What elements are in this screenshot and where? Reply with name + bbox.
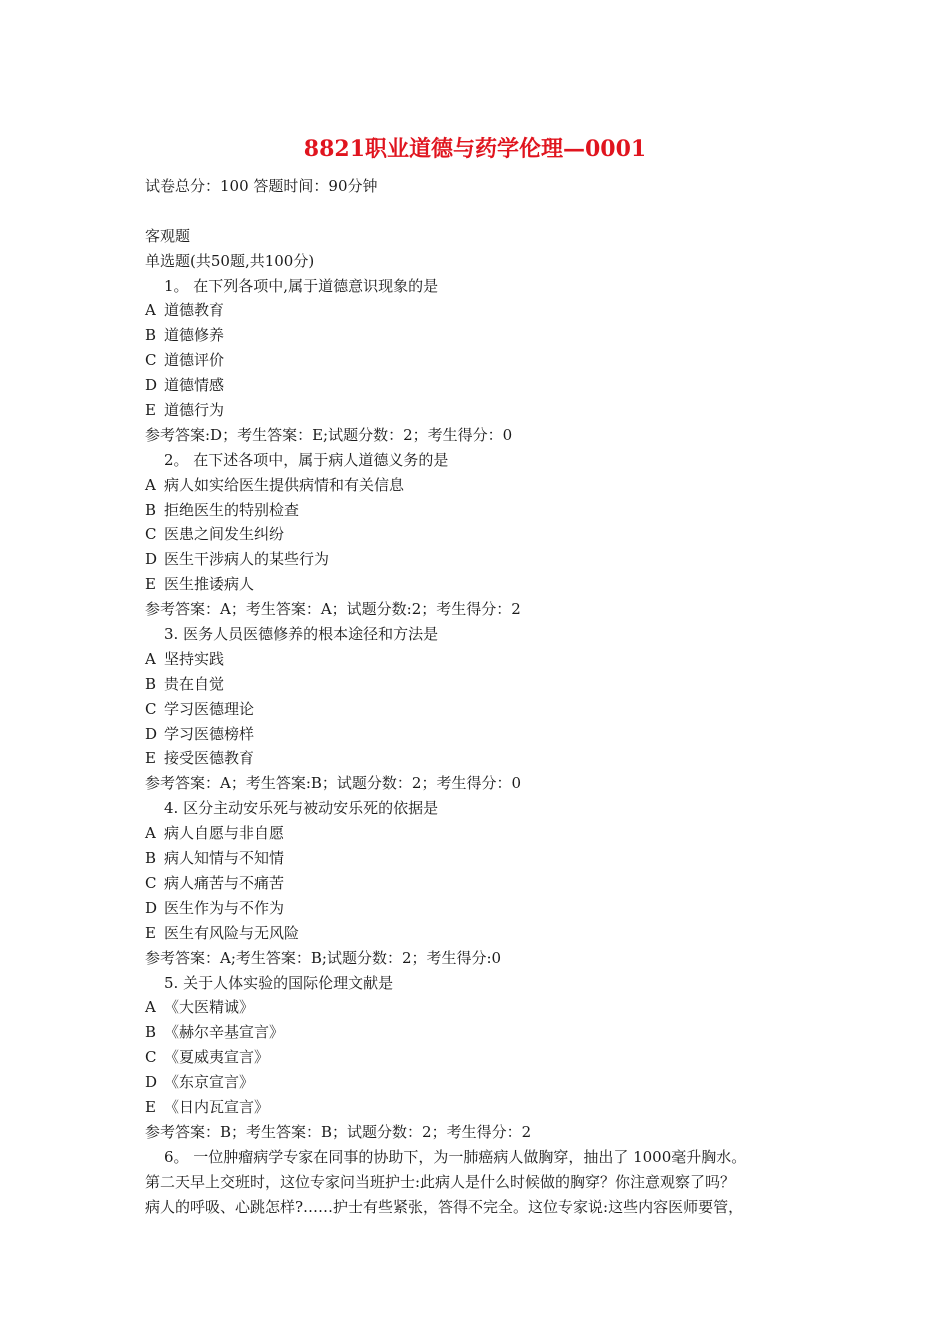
answer-key: 参考答案：A；考生答案：A；试题分数:2；考生得分：2 bbox=[145, 600, 521, 619]
option-letter: D bbox=[145, 1073, 158, 1092]
answer-option bbox=[145, 1095, 825, 1120]
question-stem: 1。 在下列各项中,属于道德意识现象的是 bbox=[164, 276, 439, 295]
option-letter: D bbox=[145, 376, 158, 395]
option-text: 接受医德教育 bbox=[164, 749, 255, 768]
answer-option bbox=[145, 821, 825, 846]
subsection-heading: 单选题(共50题,共100分) bbox=[145, 251, 315, 270]
answer-option bbox=[145, 522, 825, 547]
answer-option bbox=[145, 871, 825, 896]
option-letter: D bbox=[145, 724, 158, 743]
question-stem: 3. 医务人员医德修养的根本途径和方法是 bbox=[164, 625, 439, 644]
option-letter: C bbox=[145, 1048, 157, 1067]
option-text: 坚持实践 bbox=[164, 649, 225, 668]
option-text: 医生推诿病人 bbox=[164, 575, 255, 594]
document-title: 8821职业道德与药学伦理—0001 bbox=[303, 136, 647, 162]
section-heading: 客观题 bbox=[145, 226, 191, 245]
option-letter: D bbox=[145, 550, 158, 569]
option-letter: A bbox=[145, 301, 156, 320]
answer-option bbox=[145, 896, 825, 921]
answer-option bbox=[145, 348, 825, 373]
answer-option bbox=[145, 697, 825, 722]
option-letter: C bbox=[145, 351, 157, 370]
option-letter: E bbox=[145, 575, 156, 594]
answer-option bbox=[145, 1045, 825, 1070]
answer-option bbox=[145, 672, 825, 697]
exam-meta: 试卷总分：100 答题时间：90分钟 bbox=[145, 177, 378, 195]
answer-option bbox=[145, 746, 825, 771]
answer-key: 参考答案：A;考生答案：B;试题分数：2；考生得分:0 bbox=[145, 948, 502, 967]
option-text: 拒绝医生的特别检查 bbox=[164, 500, 300, 519]
option-text: 《大医精诚》 bbox=[164, 998, 255, 1017]
option-letter: D bbox=[145, 898, 158, 917]
option-letter: B bbox=[145, 500, 157, 519]
answer-option bbox=[145, 547, 825, 572]
option-text: 医患之间发生纠纷 bbox=[164, 525, 285, 544]
answer-key: 参考答案：B；考生答案：B；试题分数：2；考生得分：2 bbox=[145, 1122, 532, 1141]
option-text: 学习医德榜样 bbox=[164, 724, 255, 743]
answer-option bbox=[145, 995, 825, 1020]
option-letter: A bbox=[145, 649, 156, 668]
option-letter: B bbox=[145, 1023, 157, 1042]
option-text: 病人痛苦与不痛苦 bbox=[164, 873, 285, 892]
answer-option bbox=[145, 921, 825, 946]
question-stem: 4. 区分主动安乐死与被动安乐死的依据是 bbox=[164, 799, 439, 818]
option-text: 道德修养 bbox=[164, 326, 225, 345]
question-stem: 2。 在下述各项中，属于病人道德义务的是 bbox=[164, 450, 449, 469]
spacer bbox=[145, 199, 825, 224]
option-letter: E bbox=[145, 1097, 156, 1116]
answer-option bbox=[145, 298, 825, 323]
option-text: 病人知情与不知情 bbox=[164, 849, 285, 868]
answer-option bbox=[145, 722, 825, 747]
option-letter: E bbox=[145, 401, 156, 420]
option-letter: C bbox=[145, 525, 157, 544]
option-text: 道德教育 bbox=[164, 301, 225, 320]
option-text: 病人如实给医生提供病情和有关信息 bbox=[164, 475, 405, 494]
option-text: 医生有风险与无风险 bbox=[164, 923, 300, 942]
option-text: 医生干涉病人的某些行为 bbox=[164, 550, 330, 569]
option-text: 道德情感 bbox=[164, 376, 225, 395]
option-text: 病人自愿与非自愿 bbox=[164, 824, 285, 843]
answer-key: 参考答案:D；考生答案：E;试题分数：2；考生得分：0 bbox=[145, 425, 513, 444]
option-letter: A bbox=[145, 998, 156, 1017]
answer-option bbox=[145, 1020, 825, 1045]
option-text: 《东京宣言》 bbox=[164, 1073, 255, 1092]
question-list bbox=[145, 274, 825, 1145]
answer-option bbox=[145, 398, 825, 423]
option-letter: B bbox=[145, 326, 157, 345]
option-text: 《赫尔辛基宣言》 bbox=[164, 1023, 285, 1042]
option-text: 《夏威夷宣言》 bbox=[164, 1048, 270, 1067]
option-text: 学习医德理论 bbox=[164, 699, 255, 718]
option-letter: C bbox=[145, 699, 157, 718]
answer-option bbox=[145, 498, 825, 523]
option-text: 道德行为 bbox=[164, 401, 225, 420]
answer-option bbox=[145, 473, 825, 498]
document-body bbox=[145, 174, 825, 1219]
question-6-line-3: 病人的呼吸、心跳怎样?……护士有些紧张，答得不完全。这位专家说:这些内容医师要管， bbox=[145, 1197, 744, 1216]
answer-option bbox=[145, 1070, 825, 1095]
answer-option bbox=[145, 323, 825, 348]
option-text: 道德评价 bbox=[164, 351, 225, 370]
option-letter: E bbox=[145, 749, 156, 768]
question-6-line-2: 第二天早上交班时，这位专家问当班护士:此病人是什么时候做的胸穿？你注意观察了吗？ bbox=[145, 1172, 736, 1191]
answer-key: 参考答案：A；考生答案:B；试题分数：2；考生得分：0 bbox=[145, 774, 521, 793]
question-stem: 5. 关于人体实验的国际伦理文献是 bbox=[164, 973, 394, 992]
option-letter: E bbox=[145, 923, 156, 942]
option-text: 《日内瓦宣言》 bbox=[164, 1097, 270, 1116]
option-letter: A bbox=[145, 824, 156, 843]
option-letter: A bbox=[145, 475, 156, 494]
option-text: 医生作为与不作为 bbox=[164, 898, 285, 917]
answer-option bbox=[145, 572, 825, 597]
answer-option bbox=[145, 373, 825, 398]
option-letter: C bbox=[145, 873, 157, 892]
option-letter: B bbox=[145, 849, 157, 868]
option-letter: B bbox=[145, 674, 157, 693]
answer-option bbox=[145, 846, 825, 871]
option-text: 贵在自觉 bbox=[164, 674, 225, 693]
question-6-line-1: 6。 一位肿瘤病学专家在同事的协助下，为一肺癌病人做胸穿，抽出了 1000毫升胸水。 bbox=[164, 1147, 747, 1166]
answer-option bbox=[145, 647, 825, 672]
